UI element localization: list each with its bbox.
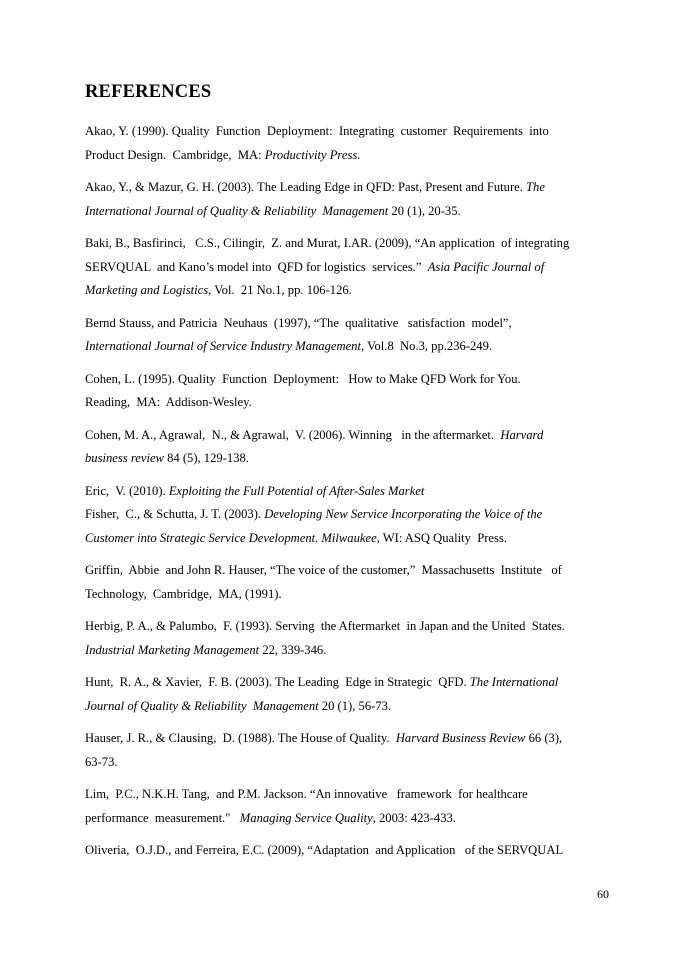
reference-entry (85, 671, 615, 718)
reference-text: Reading, MA: Addison-Wesley. (85, 395, 252, 409)
reference-italic-text: Asia Pacific Journal of (427, 259, 545, 274)
reference-text: 84 (5), 129-138. (163, 451, 249, 465)
reference-text: , 2003: 423-433. (372, 810, 456, 825)
reference-entry (85, 368, 615, 415)
reference-italic-text: International Journal of Quality & Reliability Management (85, 203, 389, 218)
reference-text: , WI: ASQ Quality Press. (376, 530, 507, 545)
reference-italic-text: Harvard (500, 427, 544, 442)
reference-text: Eric, V. (2010). (85, 483, 169, 498)
reference-line (85, 424, 615, 448)
reference-entry (85, 727, 615, 774)
reference-line (85, 256, 615, 280)
reference-text: Lim, P.C., N.K.H. Tang, and P.M. Jackson. “An innovative framework for healthcare (85, 787, 528, 801)
reference-text: Fisher, C., & Schutta, J. T. (2003). (85, 507, 265, 521)
reference-text: Technology, Cambridge, MA, (1991). (85, 586, 282, 601)
reference-italic-text: The (526, 180, 545, 194)
reference-text: Akao, Y. (1990). Quality Function Deployment: Integrating customer Requirements into (85, 124, 549, 138)
reference-line (85, 839, 615, 863)
reference-line (85, 312, 615, 336)
reference-text: Bernd Stauss, and Patricia Neuhaus (1997), “The qualitative satisfaction model”, (85, 315, 512, 330)
reference-entry (85, 312, 615, 359)
reference-italic-text: Industrial Marketing Management (85, 642, 260, 657)
reference-text: 22, 339-346. (259, 642, 327, 657)
reference-line (85, 639, 615, 663)
reference-line (85, 335, 615, 359)
reference-entry (85, 176, 615, 223)
reference-line (85, 783, 615, 807)
reference-text: Hauser, J. R., & Clausing, D. (1988). The House of Quality. (85, 731, 396, 745)
reference-text: Hunt, R. A., & Xavier, F. B. (2003). The Leading Edge in Strategic QFD. (85, 675, 470, 689)
reference-line (85, 368, 615, 392)
reference-line (85, 144, 615, 168)
reference-italic-text: business review (85, 451, 164, 465)
reference-text: Griffin, Abbie and John R. Hauser, “The voice of the customer,” Massachusetts Institute of (85, 563, 562, 577)
reference-text: Herbig, P. A., & Palumbo, F. (1993). Serving the Aftermarket in Japan and the United States. (85, 619, 565, 633)
reference-line (85, 615, 615, 639)
reference-text: Cohen, L. (1995). Quality Function Deployment: How to Make QFD Work for You. (85, 371, 521, 386)
reference-italic-text: Harvard Business Review (395, 731, 526, 745)
reference-line (85, 527, 615, 551)
reference-line (85, 695, 615, 719)
reference-line (85, 120, 615, 144)
reference-italic-text: Exploiting the Full Potential of After-Sales Market (168, 483, 425, 498)
page-heading: REFERENCES (85, 82, 212, 102)
reference-italic-text: Developing New Service Incorporating the Voice of the (264, 507, 543, 521)
reference-line (85, 751, 615, 775)
reference-text: 66 (3), (525, 731, 563, 745)
reference-text: Akao, Y., & Mazur, G. H. (2003). The Leading Edge in QFD: Past, Present and Future. (85, 180, 527, 194)
reference-line (85, 391, 615, 415)
reference-italic-text: International Journal of Service Industry Management (85, 339, 361, 353)
reference-text: , Vol.8 No.3, pp.236-249. (360, 339, 493, 353)
reference-italic-text: The International (469, 675, 559, 689)
reference-entry (85, 615, 615, 662)
reference-line (85, 727, 615, 751)
reference-line (85, 583, 615, 607)
reference-text: Cohen, M. A., Agrawal, N., & Agrawal, V. (2006). Winning in the aftermarket. (85, 427, 501, 442)
reference-line (85, 176, 615, 200)
reference-line (85, 480, 615, 504)
reference-line (85, 447, 615, 471)
reference-italic-text: Journal of Quality & Reliability Management (85, 698, 319, 713)
reference-entry (85, 424, 615, 471)
reference-line (85, 671, 615, 695)
reference-text: Oliveria, O.J.D., and Ferreira, E.C. (2009), “Adaptation and Application of the SERVQUAL (85, 843, 564, 857)
reference-entry (85, 559, 615, 606)
reference-entry (85, 503, 615, 550)
reference-entry (85, 839, 615, 863)
reference-text: , Vol. 21 No.1, pp. 106-126. (208, 283, 352, 297)
reference-italic-text: Customer into Strategic Service Development. Milwaukee (85, 530, 377, 545)
reference-entry (85, 783, 615, 830)
reference-text: 20 (1), 56-73. (318, 698, 392, 713)
page-number: 60 (597, 887, 609, 901)
reference-text: Product Design. Cambridge, MA: (85, 147, 265, 162)
reference-entry (85, 232, 615, 303)
reference-text: Baki, B., Basfirinci, C.S., Cilingir, Z. and Murat, I.AR. (2009), “An application of integrating (85, 236, 570, 250)
reference-line (85, 200, 615, 224)
reference-line (85, 559, 615, 583)
reference-line (85, 503, 615, 527)
reference-text: SERVQUAL and Kano’s model into QFD for logistics services.” (85, 259, 428, 274)
reference-line (85, 807, 615, 831)
reference-line (85, 232, 615, 256)
reference-entry (85, 120, 615, 167)
reference-text: performance measurement." (85, 810, 240, 825)
reference-list (85, 120, 615, 872)
reference-text: 20 (1), 20-35. (388, 203, 461, 218)
reference-italic-text: Marketing and Logistics (85, 283, 209, 297)
reference-text: 63-73. (85, 754, 118, 769)
reference-entry (85, 480, 615, 504)
reference-line (85, 279, 615, 303)
reference-italic-text: Managing Service Quality (239, 810, 373, 825)
reference-italic-text: Productivity Press. (264, 147, 361, 162)
